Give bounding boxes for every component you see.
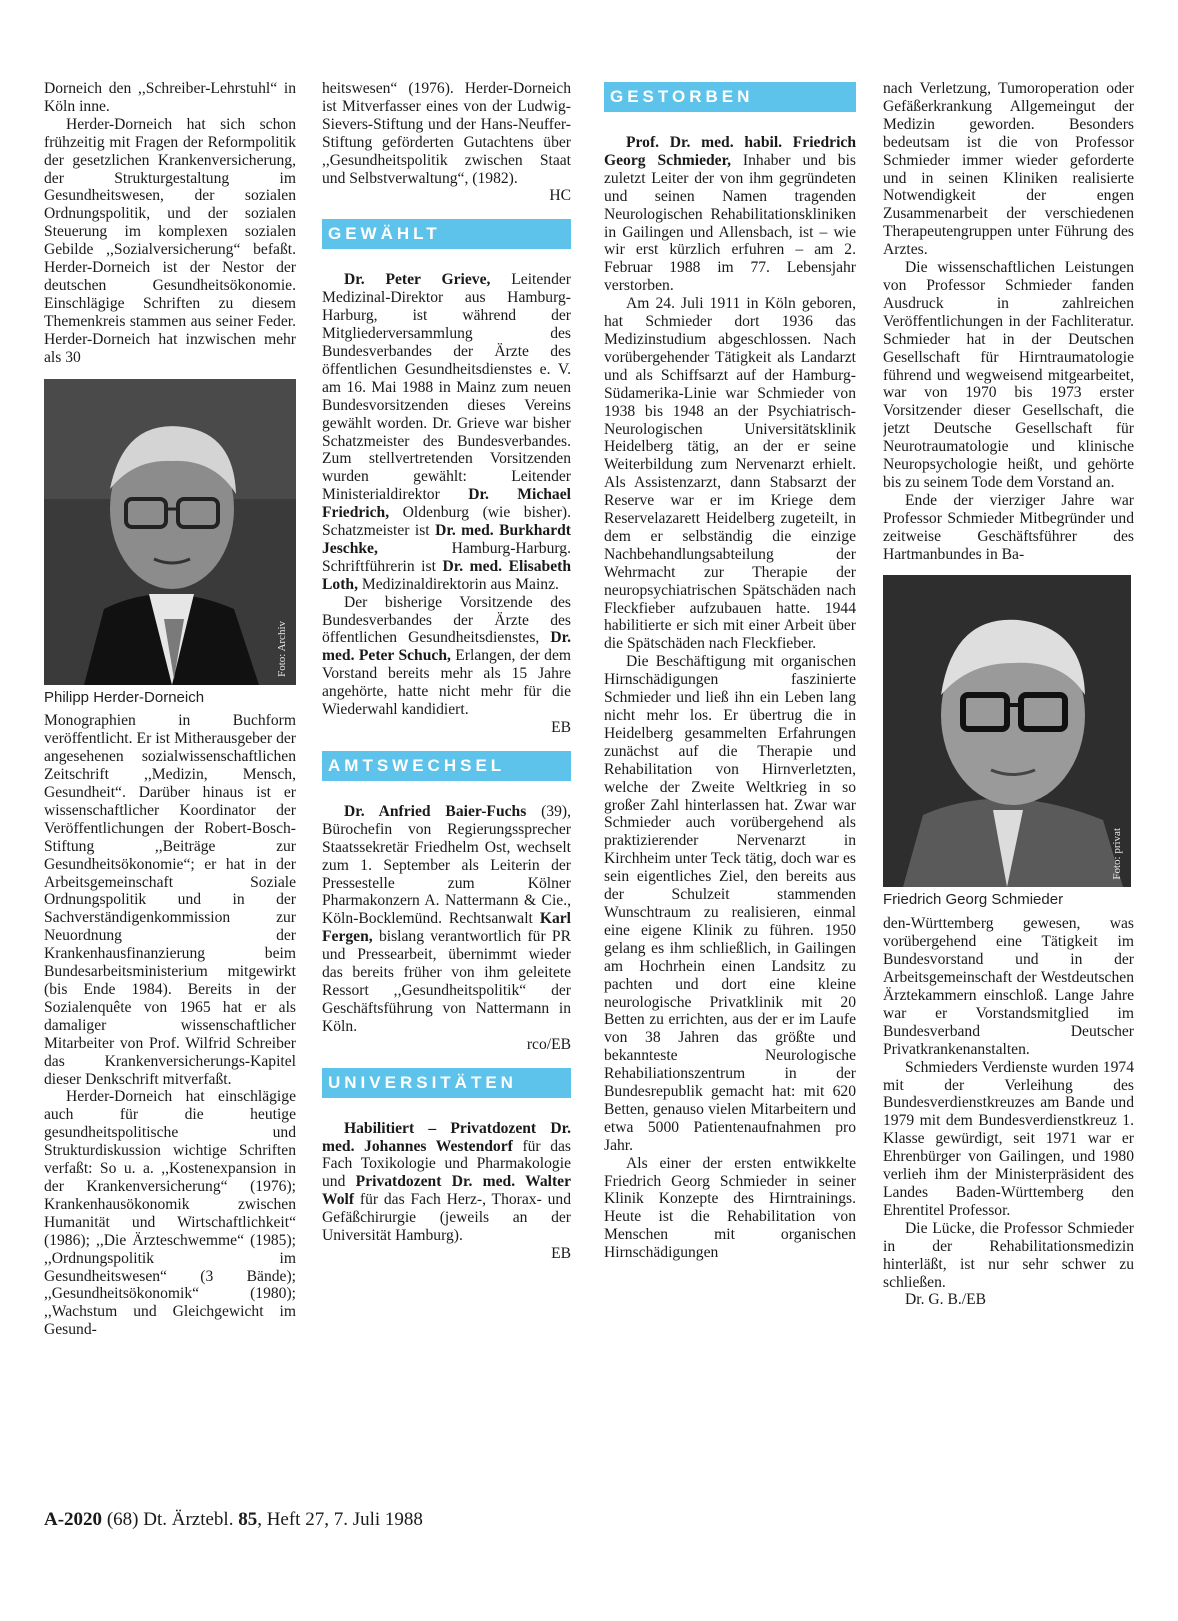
paragraph (322, 1120, 571, 1245)
section-banner-amtswechsel: AMTSWECHSEL (322, 751, 571, 781)
person-name: Dr. Michael Friedrich, (322, 486, 571, 522)
person-name: Dr. med. Peter Schuch, (322, 629, 571, 665)
person-name: Prof. Dr. med. habil. Friedrich Georg Schmieder, (604, 134, 856, 169)
paragraph-text: für das Fach Herz-, Thorax- und Gefäßchirurgie (jeweils an der Universität Hamburg). (322, 1191, 571, 1245)
person-name: Dr. Anfried Baier-Fuchs (344, 802, 527, 820)
paragraph: Die wissenschaftlichen Leistungen von Professor Schmieder fanden Ausdruck in zahlreichen Veröffentlichungen in der Fachliteratur. Schmieder hat in der Deutschen Gesellschaft für Hirntraumatologie führend und wegweisend mitgearbeitet, war von 1970 bis 1973 erster Vorsitzender dieser Gesellschaft, die jetzt Deutsche Gesellschaft für Neurotraumatologie und klinische Neuropsychologie heißt, und gehörte bis zu seinem Tode dem Vorstand an. (883, 259, 1134, 491)
photo-credit: Foto: privat (1111, 827, 1124, 880)
paragraph-text: Oldenburg (wie bisher). Schatzmeister ist (322, 504, 571, 540)
section-banner-gewaehlt: GEWÄHLT (322, 219, 571, 249)
author-sign: EB (551, 719, 571, 736)
person-name: Dr. med. Elisabeth Loth, (322, 557, 571, 593)
portrait-photo-schmieder (883, 575, 1131, 887)
author-sign: Dr. G. B./EB (905, 1291, 987, 1309)
paragraph: Die Lücke, die Professor Schmieder in der Rehabilitationsmedizin hinterläßt, ist nur sehr schwer zu schließen. (883, 1219, 1134, 1291)
author-sign: EB (551, 1244, 571, 1262)
paragraph-text: Der bisherige Vorsitzende des Bundesverbandes der Ärzte des öffentlichen Gesundheitsdienstes, (322, 593, 571, 647)
portrait-illustration (44, 379, 296, 685)
photo-credit: Foto: Archiv (276, 620, 289, 677)
paragraph-text: Leitender Medizinal-Direktor aus Hamburg-Harburg, ist während der Mitgliederversammlung des Bundesverbandes der Ärzte des öffentlichen Gesundheitsdienstes e. V. am 16. Mai 1988 in Mainz zum neuen Bundesvorsitzenden dieses Vereins gewählt worden. Dr. Grieve war bisher Schatzmeister des Bundesverbandes. Zum stellvertretenden Vorsitzenden wurden gewählt: Leitender Ministerialdirektor (322, 271, 571, 504)
section-banner-gestorben: GESTORBEN (604, 82, 856, 112)
paragraph: Als einer der ersten entwikkelte Friedrich Georg Schmieder in seiner Klinik Konzepte des Hirntrainings. Heute ist die Rehabilitation von Menschen mit organischen Hirnschädigungen (604, 1154, 856, 1262)
section-banner-universitaeten: UNIVERSITÄTEN (322, 1068, 571, 1098)
page-footer (44, 1509, 423, 1531)
paragraph (604, 134, 856, 295)
paragraph (322, 594, 571, 719)
person-name: Karl Fergen, (322, 910, 571, 946)
author-sign: rco/EB (526, 1035, 571, 1053)
journal-issue: , Heft 27, 7. Juli 1988 (257, 1509, 423, 1530)
person-name: Dr. Peter Grieve, (344, 271, 491, 289)
person-name: Habilitiert – Privatdozent Dr. med. Johannes Westendorf (322, 1119, 571, 1155)
paragraph: Die Beschäftigung mit organischen Hirnschädigungen faszinierte Schmieder und ließ ihn ein Leben lang nicht mehr los. Er übertrug die in Heidelberg gesammelten Erfahrungen zunächst auf die Therapie und Rehabilitation von Hirnverletzten, welche der Zweite Weltkrieg in so großer Zahl hinterlassen hat. Zwar war Schmieder auch vorübergehend als praktizierender Nervenarzt in Kirchheim unter Teck tätig, doch war es sein eigentliches Ziel, den bereits aus der Schulzeit stammenden Wunschtraum zu realisieren, einmal eine eigene Klinik zu führen. 1950 gelang es ihm schließlich, in Gailingen am Hochrhein einen Landsitz zu pachten und dort eine kleine neurologische Privatklinik mit 20 Betten zu errichten, aus der er im Laufe von 38 Jahren das größte und bekannteste Neurologische Rehabiliationszentrum in der Bundesrepublik gemacht hat: mit 620 Betten, genauso vielen Mitarbeitern und etwa 5000 Patientenaufnahmen pro Jahr. (604, 653, 856, 1154)
paragraph: den-Württemberg gewesen, was vorübergehend eine Tätigkeit im Bundesvorstand und in der Arbeitsgemeinschaft der Westdeutschen Ärztekammern einschloß. Lange Jahre war er Vorstandsmitglied im Bundesverband Deutscher Privatkrankenanstalten. (883, 915, 1134, 1058)
paragraph: Ende der vierziger Jahre war Professor Schmieder Mitbegründer und zeitweise Geschäftsführer des Hartmanbundes in Ba- (883, 491, 1134, 563)
paragraph: Am 24. Juli 1911 in Köln geboren, hat Schmieder dort 1936 das Medizinstudium abgeschlossen. Nach vorübergehender Tätigkeit als Landarzt und als Schiffsarzt auf der Hamburg-Südamerika-Linie war Schmieder von 1938 bis 1948 an der Psychiatrisch-Neurologischen Universitätsklinik Heidelberg tätig, an der er seine Weiterbildung zum Nervenarzt erhielt. Als Assistenzarzt, dann Stabsarzt der Reserve war er im Kriege dem Reservelazarett Heidelberg zugeteilt, in dem er selbständig die einzige Nachbehandlungsabteilung der Wehrmacht zur Therapie der neuropsychiatrischen Spätschäden nach Fleckfieber aufzubauen hatte. 1944 habilitierte er sich mit einer Arbeit über die Spätschäden nach Fleckfieber. (604, 295, 856, 653)
journal-citation: (68) Dt. Ärztebl. (106, 1509, 239, 1530)
author-sign: HC (549, 187, 571, 205)
paragraph: Dorneich den ,,Schreiber-Lehrstuhl“ in Köln inne. (44, 80, 296, 115)
paragraph-text: Erlangen, der dem Vorstand bereits mehr als 15 Jahre angehörte, hatte nicht mehr für die Wiederwahl kandidiert. (322, 647, 571, 719)
person-name: Dr. med. Burkhardt Jeschke, (322, 522, 571, 557)
journal-volume: 85 (238, 1509, 258, 1530)
paragraph-text: (39), Bürochefin von Regierungssprecher Staatssekretär Friedhelm Ost, wechselt zum 1. September als Leiterin der Pressestelle zum Kölner Pharmakonzern A. Nattermann & Cie., Köln-Bocklemünd. Rechtsanwalt (322, 802, 571, 928)
portrait-photo-herder-dorneich (44, 379, 296, 685)
paragraph: Herder-Dorneich hat sich schon frühzeitig mit Fragen der Reformpolitik der gesetzlichen Krankenversicherung, der Strukturgestaltung im Gesundheitswesen, der sozialen Ordnungspolitik, und der sozialen Steuerung im komplexen sozialen Gebilde ,,Sozialversicherung“ befaßt. Herder-Dorneich ist der Nestor der deutschen Gesundheitsökonomie. Einschlägige Schriften zu diesem Themenkreis stammen aus seiner Feder. Herder-Dorneich hat inzwischen mehr als 30 (44, 115, 296, 366)
paragraph-text: bislang verantwortlich für PR und Pressearbeit, übernimmt wieder das bereits früher von ihm geleitete Ressort ,,Gesundheitspolitik“ der Geschäftsführung von Nattermann in Köln. (322, 928, 571, 1035)
column-3 (604, 80, 856, 1511)
column-4 (883, 80, 1134, 1511)
portrait-illustration (883, 575, 1131, 887)
paragraph-text: Hamburg-Harburg. Schriftführerin ist (322, 539, 571, 575)
paragraph (322, 271, 571, 593)
column-2 (322, 80, 571, 1511)
column-1 (44, 80, 296, 1511)
photo-caption: Friedrich Georg Schmieder (883, 891, 1064, 909)
paragraph: Herder-Dorneich hat einschlägige auch für die heutige gesundheitspolitische und Strukturdiskussion wichtige Schriften verfaßt: So u. a. ,,Kostenexpansion in der Krankenversicherung“ (1976); Krankenhausökonomik zwischen Humanität und Wirtschaftlichkeit“ (1986); ,,Die Ärzteschwemme“ (1985); ,,Ordnungspolitik im Gesundheitswesen“ (3 Bände); ,,Gesundheitsökonomik“ (1980); ,,Wachstum und Gleichgewicht im Gesund- (44, 1088, 296, 1339)
paragraph: nach Verletzung, Tumoroperation oder Gefäßerkrankung Allgemeingut der Medizin geworden. Besonders bedeutsam ist die von Professor Schmieder immer wieder geforderte und in seinen Kliniken realisierte Notwendigkeit der engen Zusammenarbeit der verschiedenen Therapeutengruppen unter Führung des Arztes. (883, 80, 1134, 259)
paragraph-text: für das Fach Toxikologie und Pharmakologie und (322, 1137, 571, 1191)
page-number: A-2020 (44, 1509, 103, 1530)
paragraph: Schmieders Verdienste wurden 1974 mit der Verleihung des Bundesverdienstkreuzes am Bande und 1979 mit dem Bundesverdienstkreuz 1. Klasse gewürdigt, seit 1971 war er Ehrenbürger von Gailingen, und 1980 verlieh ihm der Ministerpräsident des Landes Baden-Württemberg den Ehrentitel Professor. (883, 1058, 1134, 1219)
paragraph (322, 80, 571, 187)
paragraph-text: Medizinaldirektorin aus Mainz. (357, 575, 559, 593)
paragraph-text: Inhaber und bis zuletzt Leiter der von ihm gegründeten und seinen Namen tragenden Neurologischen Rehabilitationskliniken in Gailingen und Allensbach, ist – wie wir erst kürzlich erfuhren – am 2. Februar 1988 im 77. Lebensjahr verstorben. (604, 151, 856, 295)
person-name: Privatdozent Dr. med. Walter Wolf (322, 1173, 571, 1209)
paragraph-text: heitswesen“ (1976). Herder-Dorneich ist Mitverfasser eines von der Ludwig-Sievers-Stiftung und der Hans-Neuffer-Stiftung geförderten Gutachtens über ,,Gesundheitspolitik zwischen Staat und Selbstverwaltung“, (1982). (322, 80, 571, 187)
paragraph (322, 803, 571, 1036)
photo-caption: Philipp Herder-Dorneich (44, 688, 205, 706)
paragraph: Monographien in Buchform veröffentlicht. Er ist Mitherausgeber der angesehenen sozialwissenschaftlichen Zeitschrift ,,Medizin, Mensch, Gesundheit“. Darüber hinaus ist er wissenschaftlicher Koordinator der Veröffentlichungen der Robert-Bosch-Stiftung ,,Beiträge zur Gesundheitsökonomie“; er hat in der Arbeitsgemeinschaft Soziale Ordnungspolitik und in der Sachverständigenkommission zur Neuordnung der Krankenhausfinanzierung beim Bundesarbeitsministerium mitgewirkt (bis Ende 1984). Bereits in der Sozialenquête von 1965 hat er als damaliger wissenschaftlicher Mitarbeiter von Prof. Wilfrid Schreiber das Krankenversicherungs-Kapitel dieser Denkschrift mitverfaßt. (44, 712, 296, 1088)
